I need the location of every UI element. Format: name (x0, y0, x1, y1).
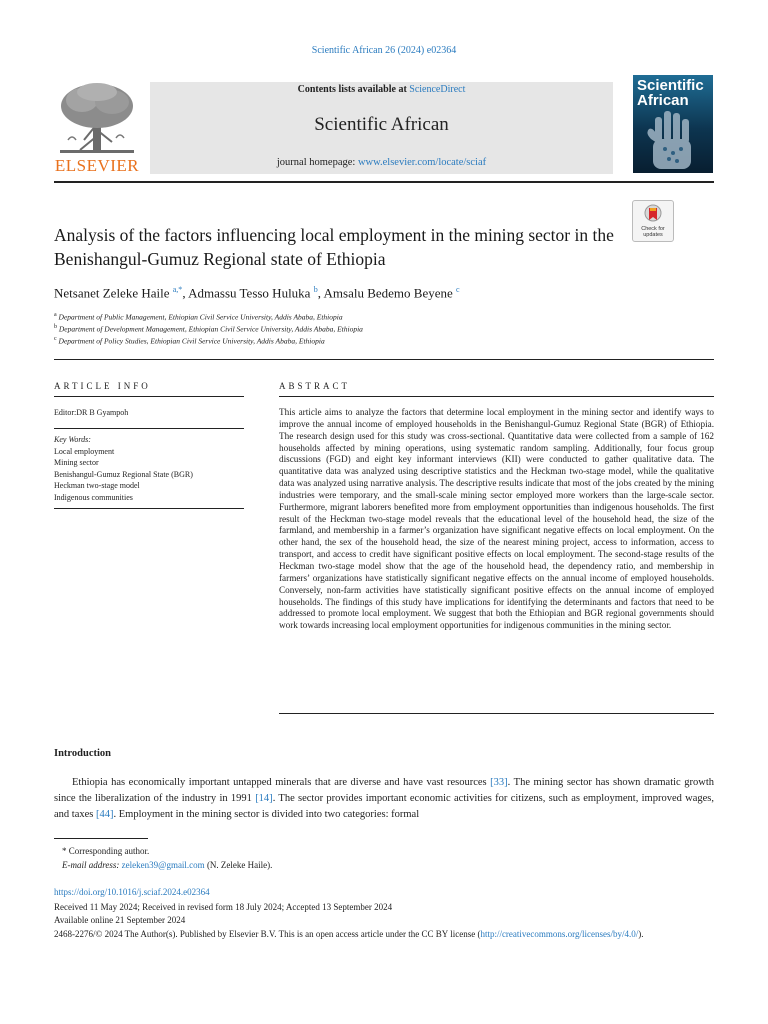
citation-link[interactable]: [44] (96, 809, 114, 820)
affiliation-text: Department of Public Management, Ethiopian Civil Service University, Addis Ababa, Ethiopia (58, 312, 343, 322)
author-name: Netsanet Zeleke Haile (54, 285, 170, 301)
license-text: 2468-2276/© 2024 The Author(s). Published by Elsevier B.V. This is an open access article under the CC BY license ( (54, 929, 481, 939)
homepage-label: journal homepage: (276, 157, 358, 168)
footnote-rule (54, 838, 148, 839)
cover-title: Scientific African (637, 77, 704, 109)
affiliation-mark: a (54, 312, 57, 318)
keyword: Indigenous communities (54, 492, 133, 502)
abstract-end-rule (279, 713, 714, 714)
email-label: E-mail address: (62, 860, 122, 870)
tree-icon (54, 80, 140, 156)
affiliation-mark: c (54, 336, 57, 342)
section-rule (54, 359, 714, 360)
abstract-heading: ABSTRACT (279, 381, 351, 391)
keywords-block (54, 434, 244, 504)
homepage-line (150, 157, 613, 168)
homepage-link[interactable]: www.elsevier.com/locate/sciaf (357, 157, 487, 168)
author-name: Admassu Tesso Huluka (188, 285, 311, 301)
affiliation-text: Department of Development Management, Ethiopian Civil Service University, Addis Ababa, Ethiopia (58, 324, 363, 334)
editor-line: Editor:DR B Gyampoh (54, 408, 129, 417)
license-link[interactable]: http://creativecommons.org/licenses/by/4.0/ (480, 929, 639, 939)
doi-link[interactable]: https://doi.org/10.1016/j.sciaf.2024.e02364 (54, 887, 210, 897)
contents-line (150, 84, 613, 95)
article-info-rule (54, 396, 244, 397)
check-for-updates-label: Check for updates (641, 226, 665, 238)
intro-text-segment: . The mining sector has shown dramatic growth since the liberalization of the industry in 1991 (54, 777, 714, 804)
keywords-heading: Key Words: (54, 435, 91, 444)
citation-link[interactable]: [33] (490, 777, 508, 788)
editor-rule (54, 428, 244, 429)
corresponding-author-note: * Corresponding author. (62, 846, 150, 856)
article-title: Analysis of the factors influencing local employment in the mining sector in the Benishangul-Gumuz Regional state of Ethiopia (54, 225, 614, 269)
header-rule (54, 181, 714, 183)
keyword: Local employment (54, 446, 115, 456)
journal-cover[interactable] (633, 75, 713, 173)
hand-icon (641, 109, 705, 171)
article-dates: Received 11 May 2024; Received in revised form 18 July 2024; Accepted 13 September 2024 (54, 902, 393, 912)
intro-text-segment: . The sector provides important economic activities for citizens, such as employment, improved wages, and taxes (54, 793, 715, 820)
author-affiliation-mark[interactable]: b (313, 285, 318, 294)
license-suffix: ). (638, 929, 644, 939)
author-list: Netsanet Zeleke Haile $^{a,*}$, Admassu Tesso Huluka $^b$, Amsalu Bedemo Beyene $^c$ (54, 285, 460, 301)
author-name: Amsalu Bedemo Beyene (323, 285, 453, 301)
journal-reference[interactable]: Scientific African 26 (2024) e02364 (311, 45, 457, 56)
journal-name: Scientific African (314, 114, 449, 135)
article-info-heading: ARTICLE INFO (54, 381, 151, 391)
online-date: Available online 21 September 2024 (54, 915, 186, 925)
intro-text-segment: . Employment in the mining sector is divided into two categories: formal (113, 809, 420, 820)
email-link[interactable]: zeleken39@gmail.com (121, 860, 205, 870)
keyword: Mining sector (54, 458, 99, 468)
license-statement (54, 928, 714, 941)
abstract-text: This article aims to analyze the factors that determine local employment in the mining sector and identify ways to improve the annual income of employed households in the Benishangul-Gumuz Regional State (BGR) of Ethiopia. The research design used for this study was cross-sectional. Quantitative data were collected from a sample of 162 households affected by mining operations, using systematic random sampling. Additionally, four focus group discussions (FGD) and eight key informant interviews (KII) were conducted to gather qualitative data. The quantitative data was analyzed using descriptive statistics and the Heckman two-stage model, while the qualitative data was analyzed using narrative analysis. The descriptive results indicate that most of the jobs created by the mining industries were temporary, and the small-scale mining sector employed more workers than the large-scale sector. Furthermore, migrant laborers benefited more from employment opportunities than indigenous households. The first result of the Heckman two-stage model reveals that the educational level of the household head, the size of the farmland, and membership in a farmer’s organization have significant negative effects on local employment. On the other hand, the sex of the household head, the size of the nearest mining project, access to information, access to transport, and access to credit have significant positive effects on local employment. The second-stage results of the Heckman two-stage model show that the age of the household head, the dependency ratio, and membership in farmers’ organizations have statistically significant negative effects on the annual income of employed households. Conversely, non-farm activities have statistically significant positive effects on the annual income of employed households. The findings of this study have implications for identifying the determinants and factors that need to be addressed to promote local employment. We suggest that both the Ethiopian and BGR regional governments should work towards increasing local employment opportunities for indigenous communities in the mining sector. (279, 407, 714, 631)
affiliation (54, 312, 694, 322)
keywords-rule (54, 508, 244, 509)
sciencedirect-link[interactable]: ScienceDirect (409, 84, 466, 95)
affiliation (54, 324, 694, 334)
affiliation (54, 336, 694, 346)
intro-text-segment: Ethiopia has economically important untapped minerals that are diverse and have vast resources (72, 777, 491, 788)
abstract-rule (279, 396, 714, 397)
author-affiliation-mark[interactable]: c (456, 285, 460, 294)
introduction-heading: Introduction (54, 748, 111, 759)
citation-link[interactable]: [14] (255, 793, 273, 804)
check-for-updates-badge[interactable] (632, 200, 674, 242)
email-suffix: (N. Zeleke Haile). (204, 860, 273, 870)
elsevier-wordmark: ELSEVIER (54, 156, 140, 175)
author-affiliation-mark[interactable]: a,* (172, 285, 183, 294)
journal-header (150, 82, 613, 174)
contents-label: Contents lists available at (297, 84, 410, 95)
email-note (62, 860, 272, 870)
keyword: Benishangul-Gumuz Regional State (BGR) (54, 469, 193, 479)
bookmark-icon (643, 204, 663, 226)
elsevier-logo (54, 80, 140, 174)
affiliation-text: Department of Policy Studies, Ethiopian Civil Service University, Addis Ababa, Ethiopia (58, 336, 325, 346)
introduction-paragraph (54, 775, 714, 823)
affiliation-mark: b (54, 324, 57, 330)
keyword: Heckman two-stage model (54, 481, 140, 491)
